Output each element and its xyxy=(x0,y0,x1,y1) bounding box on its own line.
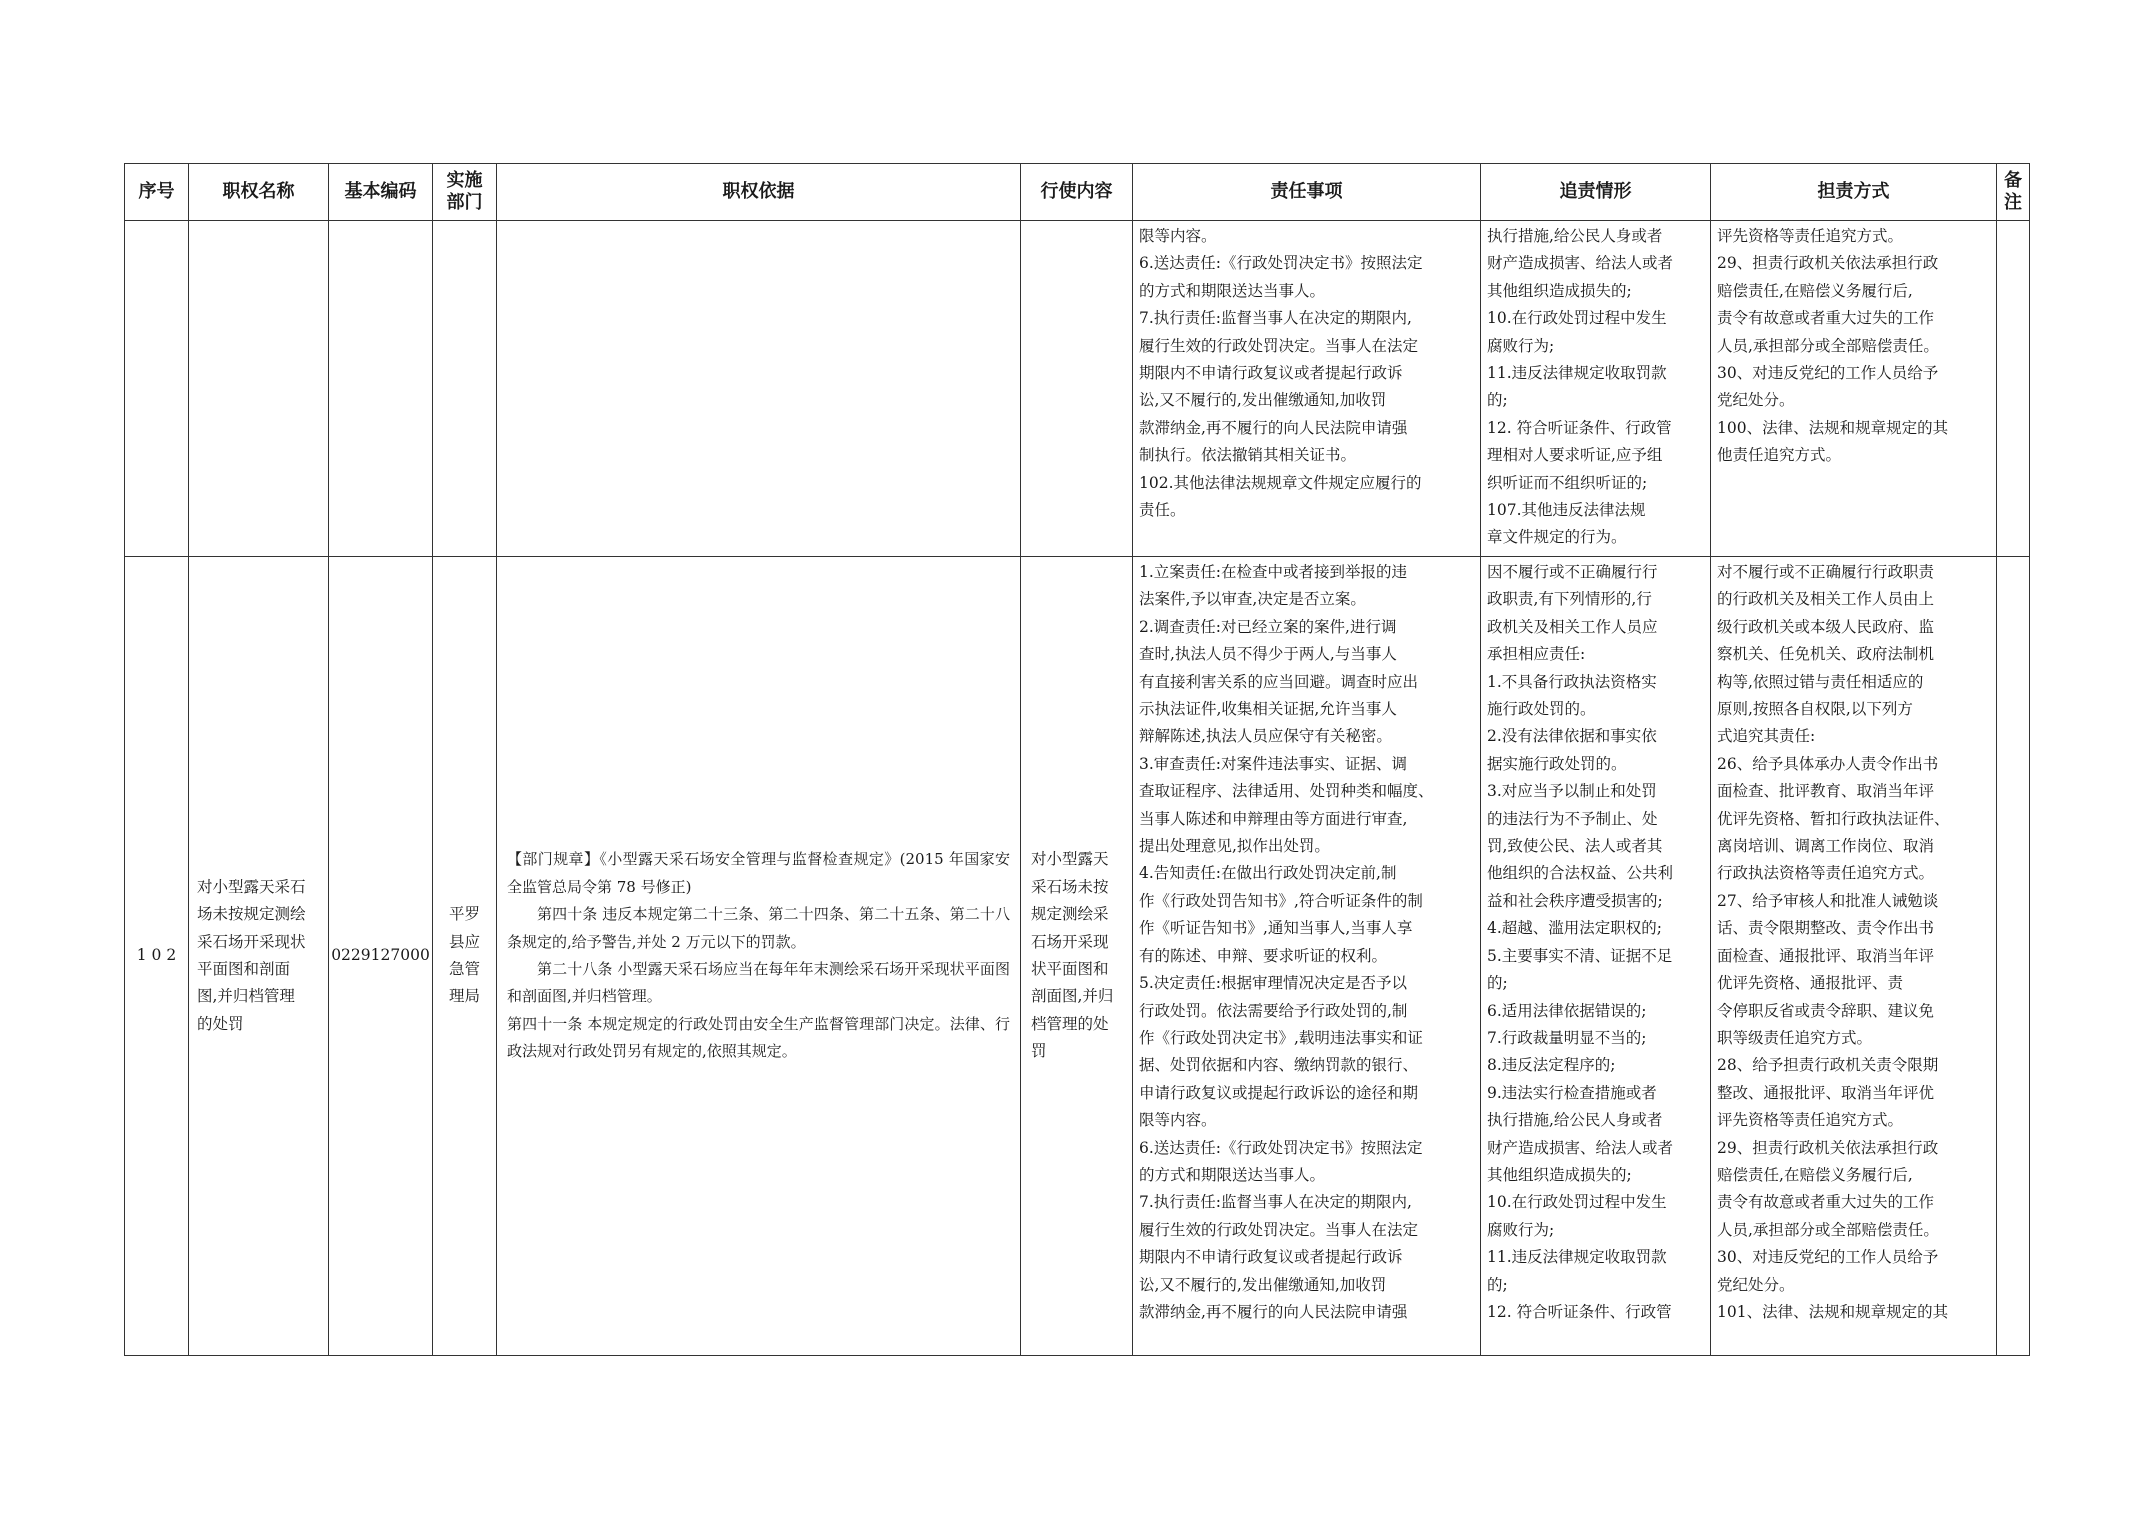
row2-content-text xyxy=(1021,844,1132,1067)
row2-seq xyxy=(125,557,189,1356)
text-line: 其他组织造成损失的; xyxy=(1487,1165,1632,1184)
text-line: 财产造成损害、给法人或者 xyxy=(1487,1138,1674,1157)
text-line: 构等,依照过错与责任相适应的 xyxy=(1717,672,1924,691)
text-line: 对小型露天采石 xyxy=(197,877,306,896)
row1-bear xyxy=(1711,221,1997,557)
text-line: 款滞纳金,再不履行的向人民法院申请强 xyxy=(1139,1302,1408,1321)
text-line: 6.送达责任:《行政处罚决定书》按照法定 xyxy=(1139,254,1423,273)
text-line: 腐败行为; xyxy=(1487,1220,1555,1239)
text-line: 级行政机关或本级人民政府、监 xyxy=(1717,617,1935,636)
text-line: 2.没有法律依据和事实依 xyxy=(1487,727,1657,746)
header-name: 职权名称 xyxy=(189,164,329,221)
table-row xyxy=(125,557,2030,1356)
text-line: 11.违反法律规定收取罚款 xyxy=(1487,364,1667,383)
text-line: 行政处罚。依法需要给予行政处罚的,制 xyxy=(1139,1001,1408,1020)
text-line: 12. 符合听证条件、行政管 xyxy=(1487,1302,1672,1321)
text-line: 30、对违反党纪的工作人员给予 xyxy=(1717,1248,1939,1267)
text-line: 履行生效的行政处罚决定。当事人在法定 xyxy=(1139,336,1419,355)
text-line: 提出处理意见,拟作出处罚。 xyxy=(1139,837,1330,856)
text-line: 4.超越、滥用法定职权的; xyxy=(1487,919,1663,938)
header-pursue: 追责情形 xyxy=(1481,164,1711,221)
basis-article-40: 第四十条 违反本规定第二十三条、第二十四条、第二十五条、第二十八条规定的,给予警告,并处 2 万元以下的罚款。 xyxy=(507,905,1010,951)
text-line: 示执法证件,收集相关证据,允许当事人 xyxy=(1139,700,1397,719)
row1-basis xyxy=(497,221,1021,557)
text-line: 3.对应当予以制止和处罚 xyxy=(1487,782,1657,801)
text-line: 式追究其责任: xyxy=(1717,727,1816,746)
text-line: 优评先资格、暂扣行政执法证件、 xyxy=(1717,809,1950,828)
row1-pursue xyxy=(1481,221,1711,557)
row1-code xyxy=(329,221,433,557)
text-line: 的方式和期限送达当事人。 xyxy=(1139,1165,1326,1184)
text-line: 规定测绘采 xyxy=(1031,905,1109,924)
row2-name-text xyxy=(189,872,328,1040)
text-line: 平面图和剖面 xyxy=(197,960,291,978)
text-line: 腐败行为; xyxy=(1487,336,1555,355)
text-line: 26、给予具体承办人责令作出书 xyxy=(1717,754,1939,773)
row2-basis-text xyxy=(497,844,1020,1067)
basis-article-28: 第二十八条 小型露天采石场应当在每年年末测绘采石场开采现状平面图和剖面图,并归档管理。 xyxy=(507,960,1010,1006)
text-line: 5.决定责任:根据审理情况决定是否予以 xyxy=(1139,974,1408,993)
text-line: 其他组织造成损失的; xyxy=(1487,281,1632,300)
basis-title: 【部门规章】《小型露天采石场安全管理与监督检查规定》(2015 年国家安全监管总局令第 78 号修正) xyxy=(507,850,1010,896)
text-line: 当事人陈述和申辩理由等方面进行审查, xyxy=(1139,809,1408,828)
text-line: 法案件,予以审查,决定是否立案。 xyxy=(1139,590,1366,609)
row2-basis xyxy=(497,557,1021,1356)
text-line: 场未按规定测绘 xyxy=(197,905,306,924)
text-line: 图,并归档管理 xyxy=(197,987,295,1006)
text-line: 承担相应责任: xyxy=(1487,645,1586,664)
row1-seq xyxy=(125,221,189,557)
row2-content xyxy=(1021,557,1133,1356)
header-content: 行使内容 xyxy=(1021,164,1133,221)
text-line: 2.调查责任:对已经立案的案件,进行调 xyxy=(1139,617,1397,636)
text-line: 作《行政处罚告知书》,符合听证条件的制 xyxy=(1139,891,1423,910)
text-line: 人员,承担部分或全部赔偿责任。 xyxy=(1717,336,1939,355)
text-line: 6.送达责任:《行政处罚决定书》按照法定 xyxy=(1139,1138,1423,1157)
text-line: 作《听证告知书》,通知当事人,当事人享 xyxy=(1139,919,1413,938)
row2-bear-text xyxy=(1711,557,1996,1328)
text-line: 织听证而不组织听证的; xyxy=(1487,473,1648,492)
header-basis: 职权依据 xyxy=(497,164,1021,221)
text-line: 罚,致使公民、法人或者其 xyxy=(1487,837,1663,856)
table-row xyxy=(125,221,2030,557)
text-line: 对小型露天 xyxy=(1031,850,1109,869)
text-line: 档管理的处 xyxy=(1031,1014,1109,1033)
basis-article-41: 第四十一条 本规定规定的行政处罚由安全生产监督管理部门决定。法律、行政法规对行政处罚另有规定的,依照其规定。 xyxy=(507,1014,1010,1061)
text-line: 履行生效的行政处罚决定。当事人在法定 xyxy=(1139,1220,1419,1239)
text-line: 离岗培训、调离工作岗位、取消 xyxy=(1717,837,1935,856)
text-line: 作《行政处罚决定书》,载明违法事实和证 xyxy=(1139,1028,1423,1047)
text-line: 据实施行政处罚的。 xyxy=(1487,754,1627,773)
header-duty: 责任事项 xyxy=(1133,164,1481,221)
text-line: 的; xyxy=(1487,391,1508,410)
text-line: 令停职反省或责令辞职、建议免 xyxy=(1717,1001,1935,1020)
row2-bear xyxy=(1711,557,1997,1356)
text-line: 申请行政复议或提起行政诉讼的途径和期 xyxy=(1139,1083,1419,1102)
text-line: 急管 xyxy=(448,960,480,978)
row1-bear-text xyxy=(1711,221,1996,472)
header-bear: 担责方式 xyxy=(1711,164,1997,221)
text-line: 9.违法实行检查措施或者 xyxy=(1487,1083,1657,1102)
text-line: 县应 xyxy=(448,932,480,951)
text-line: 讼,又不履行的,发出催缴通知,加收罚 xyxy=(1139,1275,1387,1294)
text-line: 7.行政裁量明显不当的; xyxy=(1487,1028,1647,1047)
text-line: 制执行。依法撤销其相关证书。 xyxy=(1139,446,1357,465)
text-line: 财产造成损害、给法人或者 xyxy=(1487,254,1674,273)
text-line: 他组织的合法权益、公共利 xyxy=(1487,864,1674,883)
header-note-label: 备注 xyxy=(2003,170,2022,213)
row2-duty xyxy=(1133,557,1481,1356)
text-line: 评先资格等责任追究方式。 xyxy=(1717,1111,1904,1130)
row2-pursue-text xyxy=(1481,557,1710,1328)
row2-pursue xyxy=(1481,557,1711,1356)
row2-note xyxy=(1997,557,2030,1356)
text-line: 评先资格等责任追究方式。 xyxy=(1717,227,1904,245)
text-line: 话、责令限期整改、责令作出书 xyxy=(1717,919,1935,938)
row1-pursue-text xyxy=(1481,221,1710,554)
duty-table xyxy=(124,163,2030,1356)
text-line: 限等内容。 xyxy=(1139,227,1217,245)
text-line: 有的陈述、申辩、要求听证的权利。 xyxy=(1139,946,1388,965)
text-line: 据、处罚依据和内容、缴纳罚款的银行、 xyxy=(1139,1056,1419,1075)
text-line: 的; xyxy=(1487,974,1508,993)
row2-code-text: 0229127000 xyxy=(331,946,430,965)
text-line: 讼,又不履行的,发出催缴通知,加收罚 xyxy=(1139,391,1387,410)
text-line: 5.主要事实不清、证据不足 xyxy=(1487,946,1673,965)
text-line: 政机关及相关工作人员应 xyxy=(1487,617,1658,636)
text-line: 责令有故意或者重大过失的工作 xyxy=(1717,309,1935,328)
row2-name xyxy=(189,557,329,1356)
text-line: 100、法律、法规和规章规定的其 xyxy=(1717,418,1949,437)
header-note xyxy=(1997,164,2030,221)
header-code: 基本编码 xyxy=(329,164,433,221)
text-line: 理局 xyxy=(448,987,480,1006)
row2-duty-text xyxy=(1133,557,1480,1328)
text-line: 人员,承担部分或全部赔偿责任。 xyxy=(1717,1220,1939,1239)
text-line: 状平面图和 xyxy=(1031,960,1109,978)
row1-content xyxy=(1021,221,1133,557)
text-line: 行政执法资格等责任追究方式。 xyxy=(1717,864,1935,883)
text-line: 有直接利害关系的应当回避。调查时应出 xyxy=(1139,672,1419,691)
text-line: 限等内容。 xyxy=(1139,1111,1217,1130)
text-line: 107.其他违反法律法规 xyxy=(1487,501,1646,520)
row1-duty xyxy=(1133,221,1481,557)
text-line: 责令有故意或者重大过失的工作 xyxy=(1717,1193,1935,1212)
row2-seq-text: 1 0 2 xyxy=(136,946,177,965)
text-line: 执行措施,给公民人身或者 xyxy=(1487,227,1663,245)
row1-name xyxy=(189,221,329,557)
text-line: 面检查、通报批评、取消当年评 xyxy=(1717,946,1935,965)
text-line: 的处罚 xyxy=(197,1014,244,1033)
text-line: 的行政机关及相关工作人员由上 xyxy=(1717,590,1935,609)
text-line: 罚 xyxy=(1031,1042,1047,1061)
text-line: 面检查、批评教育、取消当年评 xyxy=(1717,782,1935,801)
text-line: 采石场开采现状 xyxy=(197,932,306,951)
row2-dept xyxy=(433,557,497,1356)
header-row xyxy=(125,164,2030,221)
text-line: 施行政处罚的。 xyxy=(1487,700,1596,719)
text-line: 他责任追究方式。 xyxy=(1717,446,1842,465)
text-line: 采石场未按 xyxy=(1031,877,1109,896)
text-line: 12. 符合听证条件、行政管 xyxy=(1487,418,1672,437)
text-line: 11.违反法律规定收取罚款 xyxy=(1487,1248,1667,1267)
text-line: 28、给予担责行政机关责令限期 xyxy=(1717,1056,1939,1075)
text-line: 党纪处分。 xyxy=(1717,391,1795,410)
text-line: 赔偿责任,在赔偿义务履行后, xyxy=(1717,1165,1913,1184)
text-line: 1.不具备行政执法资格实 xyxy=(1487,672,1657,691)
text-line: 30、对违反党纪的工作人员给予 xyxy=(1717,364,1939,383)
text-line: 因不履行或不正确履行行 xyxy=(1487,563,1658,581)
text-line: 章文件规定的行为。 xyxy=(1487,528,1627,547)
text-line: 职等级责任追究方式。 xyxy=(1717,1028,1873,1047)
text-line: 平罗 xyxy=(448,905,480,924)
text-line: 原则,按照各自权限,以下列方 xyxy=(1717,700,1913,719)
text-line: 责任。 xyxy=(1139,501,1186,520)
text-line: 6.适用法律依据错误的; xyxy=(1487,1001,1647,1020)
text-line: 101、法律、法规和规章规定的其 xyxy=(1717,1302,1949,1321)
text-line: 8.违反法定程序的; xyxy=(1487,1056,1616,1075)
text-line: 整改、通报批评、取消当年评优 xyxy=(1717,1083,1935,1102)
text-line: 27、给予审核人和批准人诫勉谈 xyxy=(1717,891,1939,910)
text-line: 7.执行责任:监督当事人在决定的期限内, xyxy=(1139,1193,1412,1212)
text-line: 款滞纳金,再不履行的向人民法院申请强 xyxy=(1139,418,1408,437)
text-line: 的违法行为不予制止、处 xyxy=(1487,809,1658,828)
text-line: 1.立案责任:在检查中或者接到举报的违 xyxy=(1139,563,1408,581)
text-line: 3.审查责任:对案件违法事实、证据、调 xyxy=(1139,754,1408,773)
text-line: 查时,执法人员不得少于两人,与当事人 xyxy=(1139,645,1397,664)
header-dept-label: 实施部门 xyxy=(446,170,483,213)
header-seq: 序号 xyxy=(125,164,189,221)
text-line: 7.执行责任:监督当事人在决定的期限内, xyxy=(1139,309,1412,328)
text-line: 察机关、任免机关、政府法制机 xyxy=(1717,645,1935,664)
text-line: 对不履行或不正确履行行政职责 xyxy=(1717,563,1935,581)
text-line: 10.在行政处罚过程中发生 xyxy=(1487,1193,1667,1212)
text-line: 益和社会秩序遭受损害的; xyxy=(1487,891,1663,910)
header-dept xyxy=(433,164,497,221)
row2-dept-text xyxy=(433,901,496,1011)
text-line: 102.其他法律法规规章文件规定应履行的 xyxy=(1139,473,1422,492)
text-line: 理相对人要求听证,应予组 xyxy=(1487,446,1663,465)
row1-duty-text xyxy=(1133,221,1480,526)
text-line: 的; xyxy=(1487,1275,1508,1294)
text-line: 期限内不申请行政复议或者提起行政诉 xyxy=(1139,1248,1403,1267)
text-line: 石场开采现 xyxy=(1031,932,1109,951)
row1-note xyxy=(1997,221,2030,557)
text-line: 的方式和期限送达当事人。 xyxy=(1139,281,1326,300)
text-line: 优评先资格、通报批评、责 xyxy=(1717,974,1904,993)
text-line: 29、担责行政机关依法承担行政 xyxy=(1717,254,1939,273)
text-line: 政职责,有下列情形的,行 xyxy=(1487,590,1652,609)
text-line: 10.在行政处罚过程中发生 xyxy=(1487,309,1667,328)
row1-dept xyxy=(433,221,497,557)
row2-code xyxy=(329,557,433,1356)
text-line: 执行措施,给公民人身或者 xyxy=(1487,1111,1663,1130)
text-line: 辩解陈述,执法人员应保守有关秘密。 xyxy=(1139,727,1392,746)
text-line: 剖面图,并归 xyxy=(1031,987,1114,1006)
text-line: 党纪处分。 xyxy=(1717,1275,1795,1294)
text-line: 赔偿责任,在赔偿义务履行后, xyxy=(1717,281,1913,300)
text-line: 查取证程序、法律适用、处罚种类和幅度、 xyxy=(1139,782,1434,801)
text-line: 4.告知责任:在做出行政处罚决定前,制 xyxy=(1139,864,1397,883)
text-line: 29、担责行政机关依法承担行政 xyxy=(1717,1138,1939,1157)
text-line: 期限内不申请行政复议或者提起行政诉 xyxy=(1139,364,1403,383)
